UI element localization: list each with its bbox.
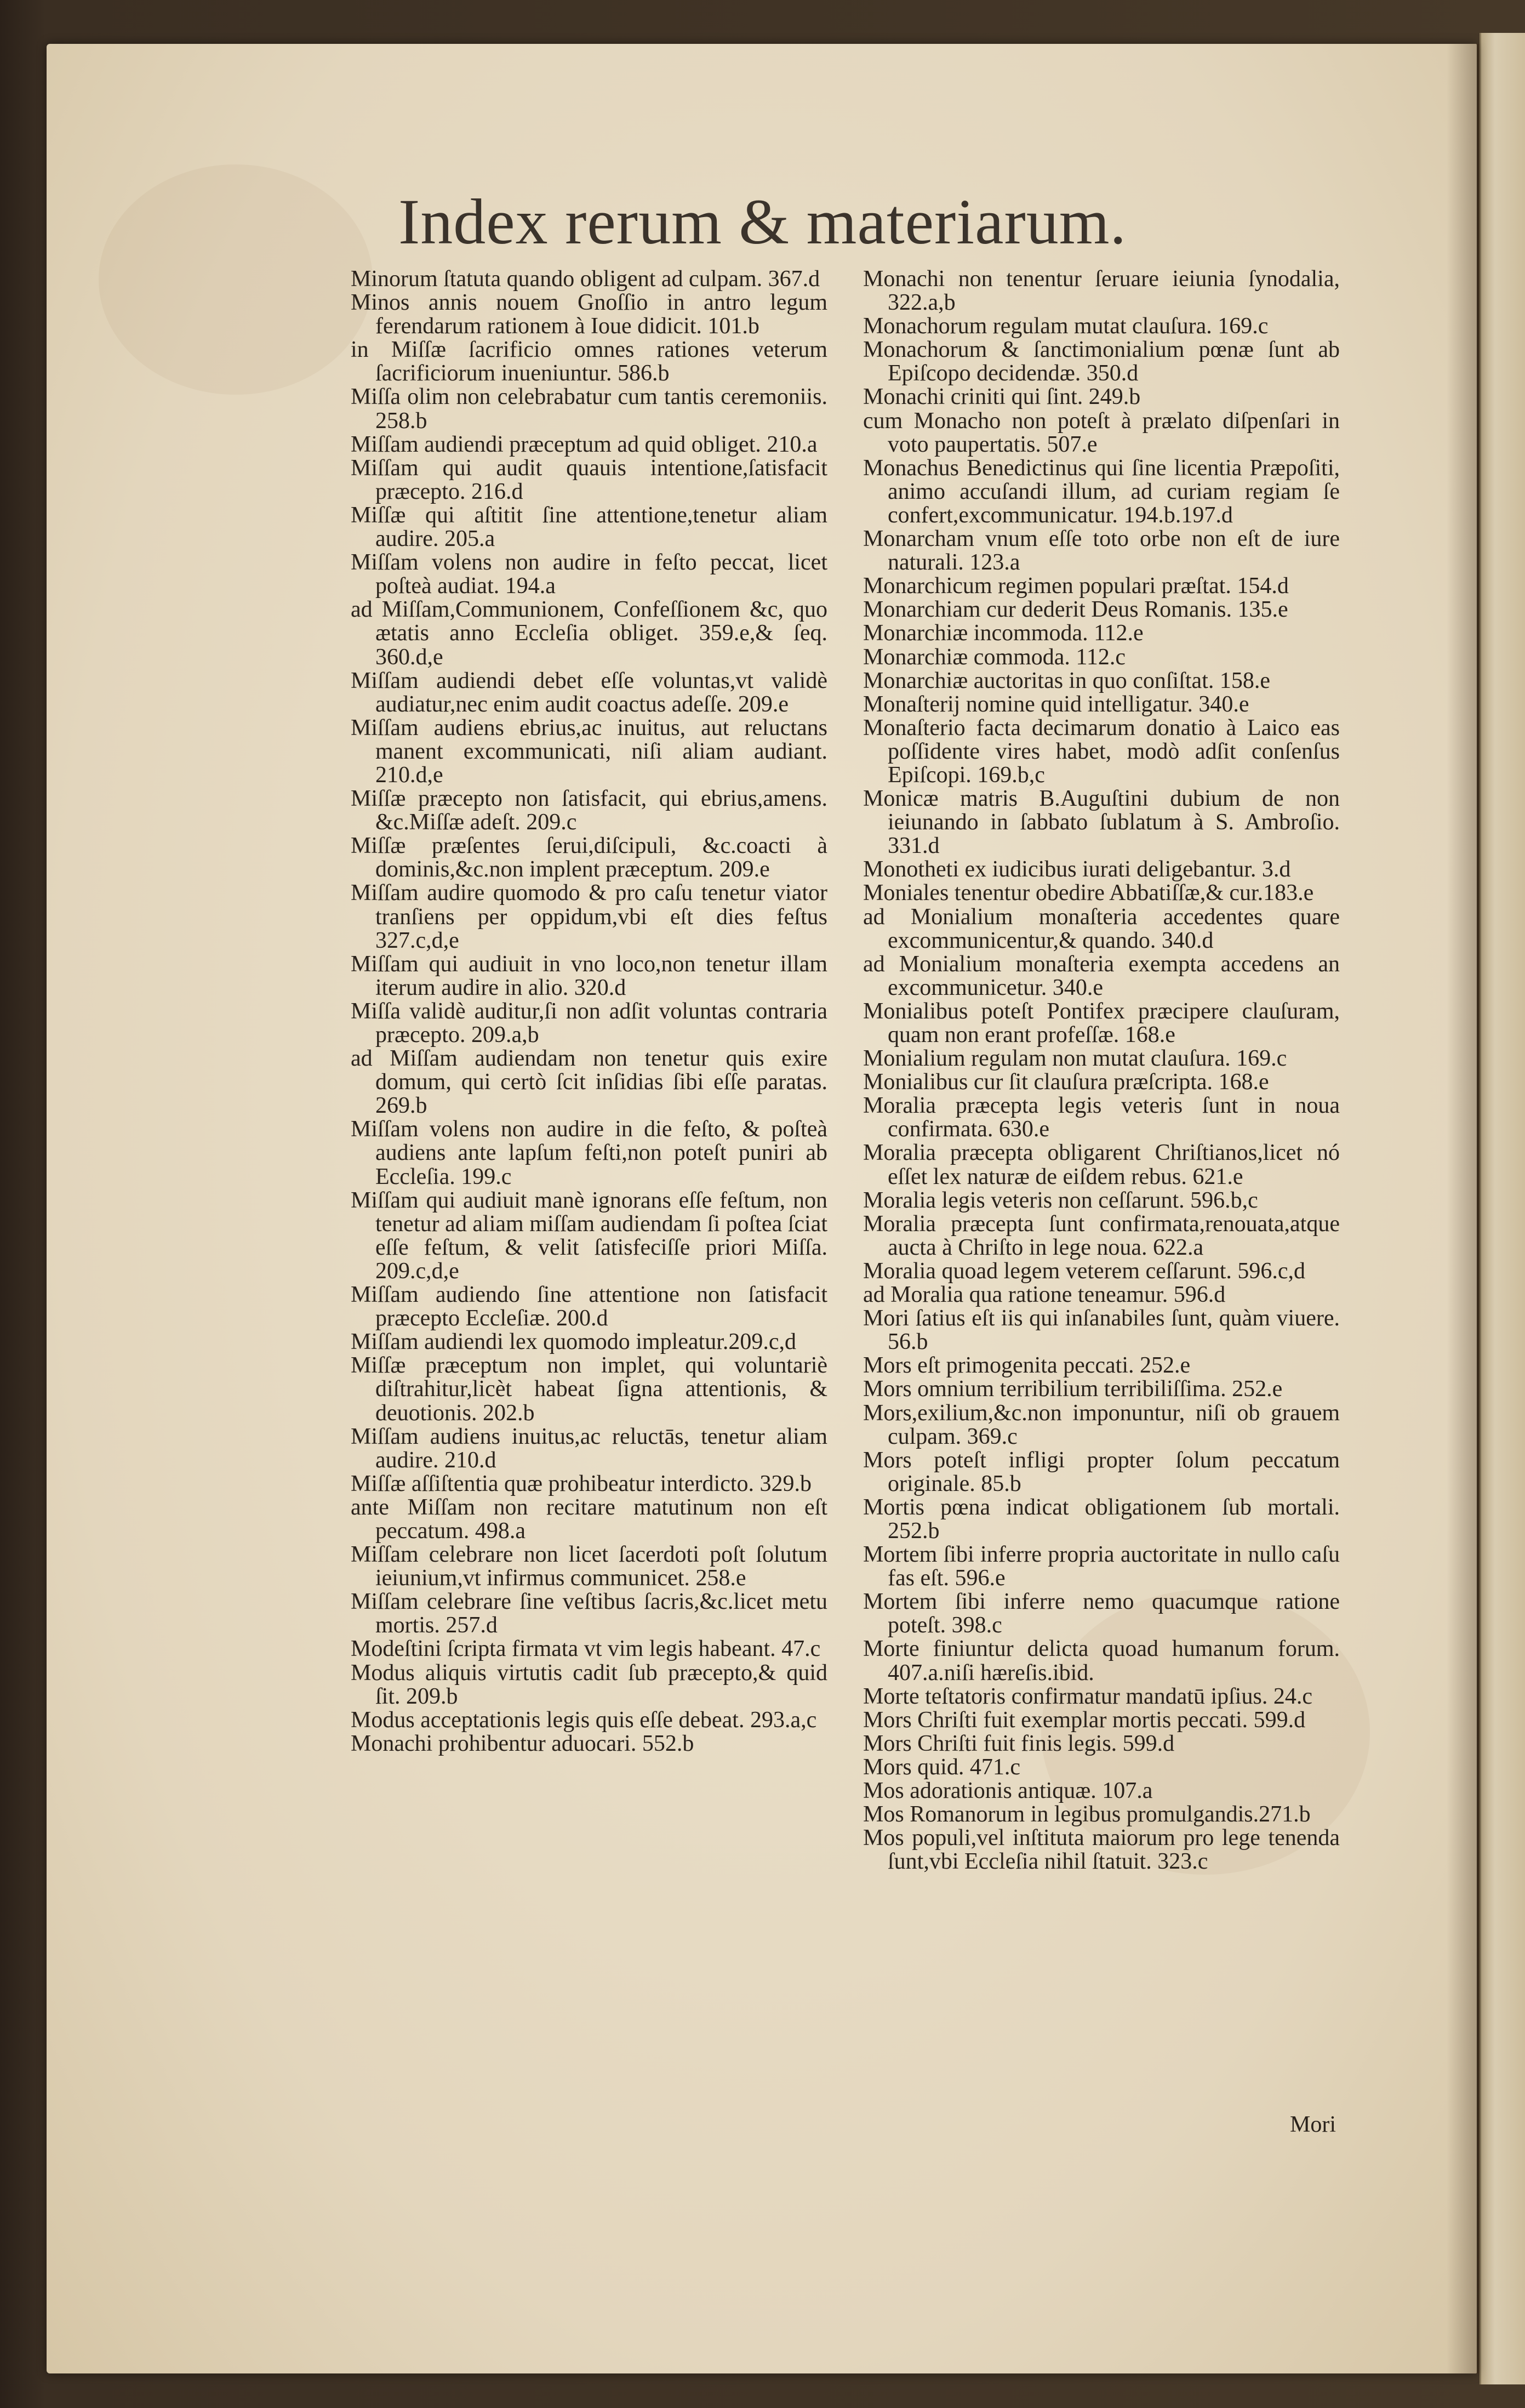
index-entry: Moniales tenentur obedire Abbatiſſæ,& cur.183.e — [863, 880, 1314, 906]
index-entry: Monicæ matris B.Auguſtini dubium de non ieiunando in ſabbato ſublatum à S. Ambroſio. 331.d — [863, 786, 1340, 859]
index-entry: Monarchiam cur dederit Deus Romanis. 135.e — [863, 597, 1288, 623]
index-entry: Moralia legis veteris non ceſſarunt. 596.b,c — [863, 1187, 1258, 1213]
index-entry: Miſſam celebrare ſine veſtibus ſacris,&c.licet metu mortis. 257.d — [351, 1589, 827, 1638]
index-entry: Monarchicum regimen populari præſtat. 154.d — [863, 573, 1289, 599]
index-entry: ante Miſſam non recitare matutinum non eſt peccatum. 498.a — [351, 1494, 827, 1544]
index-entry: Miſſam audiendi præceptum ad quid obliget. 210.a — [351, 431, 818, 457]
index-entry: Moralia præcepta legis veteris ſunt in noua confirmata. 630.e — [863, 1093, 1340, 1142]
index-entry: Miſſam volens non audire in feſto peccat, licet poſteà audiat. 194.a — [351, 550, 827, 599]
index-entry: Monachi prohibentur aduocari. 552.b — [351, 1730, 694, 1756]
index-entry: Mortem ſibi inferre propria auctoritate in nullo caſu fas eſt. 596.e — [863, 1542, 1340, 1591]
index-entry: Moralia præcepta obligarent Chriſtianos,licet nó eſſet lex naturæ de eiſdem rebus. 621.e — [863, 1140, 1340, 1189]
index-entry: Morte finiuntur delicta quoad humanum forum. 407.a.niſi hæreſis.ibid. — [863, 1636, 1340, 1686]
index-entry: Miſſam audire quomodo & pro caſu tenetur viator tranſiens per oppidum,vbi eſt dies feſtus 327.c,d,e — [351, 880, 827, 953]
index-entry: Mos populi,vel inſtituta maiorum pro lege tenenda ſunt,vbi Eccleſia nihil ſtatuit. 323.c — [863, 1825, 1340, 1875]
index-entry: Miſſam audiens inuitus,ac reluctās, tenetur aliam audire. 210.d — [351, 1424, 827, 1473]
index-entry: Mors eſt primogenita peccati. 252.e — [863, 1353, 1191, 1379]
index-entry: Morte teſtatoris confirmatur mandatū ipſius. 24.c — [863, 1683, 1312, 1709]
index-entry: Mos adorationis antiquæ. 107.a — [863, 1778, 1153, 1803]
index-entry: Monarcham vnum eſſe toto orbe non eſt de iure naturali. 123.a — [863, 526, 1340, 576]
index-entry: Monachus Benedictinus qui ſine licentia Præpoſiti, animo accuſandi illum, ad curiam regiam ſe confert,excommunicatur. 194.b.197.d — [863, 455, 1340, 528]
index-entry: Moralia præcepta ſunt confirmata,renouata,atque aucta à Chriſto in lege noua. 622.a — [863, 1211, 1340, 1260]
index-entry: ad Monialium monaſteria exempta accedens an excommunicetur. 340.e — [863, 951, 1340, 1000]
index-entry: Mos Romanorum in legibus promulgandis.271.b — [863, 1802, 1311, 1828]
index-entry: cum Monacho non poteſt à prælato diſpenſari in voto paupertatis. 507.e — [863, 408, 1340, 457]
index-entry: Miſſam audiendi debet eſſe voluntas,vt validè audiatur,nec enim audit coactus adeſſe. 209.e — [351, 668, 827, 717]
index-entry: Mortis pœna indicat obligationem ſub mortali. 252.b — [863, 1494, 1340, 1544]
index-entry: ad Moralia qua ratione teneamur. 596.d — [863, 1282, 1226, 1308]
index-entry: Monaſterio facta decimarum donatio à Laico eas poſſidente vires habet, modò adſit conſenſus Epiſcopi. 169.b,c — [863, 715, 1340, 788]
index-entry: Miſſa validè auditur,ſi non adſit voluntas contraria præcepto. 209.a,b — [351, 998, 827, 1048]
index-entry: Monialibus cur ſit clauſura præſcripta. 168.e — [863, 1069, 1269, 1095]
index-entry: Minos annis nouem Gnoſſio in antro legum ferendarum rationem à Ioue didicit. 101.b — [351, 290, 827, 339]
index-entry: Miſſæ aſſiſtentia quæ prohibeatur interdicto. 329.b — [351, 1471, 812, 1496]
gutter-shadow — [1447, 44, 1480, 2373]
index-entry: Miſſæ præceptum non implet, qui voluntariè diſtrahitur,licèt habeat ſigna attentionis, & deuotionis. 202.b — [351, 1353, 827, 1426]
index-entry: Mors Chriſti fuit finis legis. 599.d — [863, 1730, 1175, 1756]
index-entry: Miſſam celebrare non licet ſacerdoti poſt ſolutum ieiunium,vt infirmus communicet. 258.e — [351, 1542, 827, 1591]
index-entry: Mors poteſt infligi propter ſolum peccatum originale. 85.b — [863, 1447, 1340, 1496]
index-entry: Moralia quoad legem veterem ceſſarunt. 596.c,d — [863, 1258, 1306, 1284]
index-entry: Miſſæ qui aſtitit ſine attentione,tenetur aliam audire. 205.a — [351, 502, 827, 552]
index-entry: ad Monialium monaſteria accedentes quare excommunicentur,& quando. 340.d — [863, 904, 1340, 953]
index-column-right — [863, 267, 1340, 1874]
index-entry: Miſſam audiens ebrius,ac inuitus, aut reluctans manent excommunicati, niſi aliam audiant. 210.d,e — [351, 715, 827, 788]
index-entry: Modeſtini ſcripta firmata vt vim legis habeant. 47.c — [351, 1636, 821, 1662]
index-entry: Miſſa olim non celebrabatur cum tantis ceremoniis. 258.b — [351, 384, 827, 434]
index-entry: Monialium regulam non mutat clauſura. 169.c — [863, 1046, 1287, 1072]
index-entry: Monachorum & ſanctimonialium pœnæ ſunt ab Epiſcopo decidendæ. 350.d — [863, 337, 1340, 386]
index-entry: Mors omnium terribilium terribiliſſima. 252.e — [863, 1376, 1283, 1402]
index-entry: Mori ſatius eſt iis qui inſanabiles ſunt, quàm viuere. 56.b — [863, 1306, 1340, 1355]
index-entry: Monarchiæ incommoda. 112.e — [863, 620, 1144, 646]
index-entry: Monachi non tenentur ſeruare ieiunia ſynodalia, 322.a,b — [863, 266, 1340, 316]
index-entry: Monachorum regulam mutat clauſura. 169.c — [863, 314, 1269, 339]
index-entry: Mortem ſibi inferre nemo quacumque ratione poteſt. 398.c — [863, 1589, 1340, 1638]
page-title: Index rerum & materiarum. — [398, 186, 1127, 258]
index-entry: Miſſam qui audit quauis intentione,ſatisfacit præcepto. 216.d — [351, 455, 827, 504]
index-entry: Monarchiæ commoda. 112.c — [863, 644, 1126, 670]
index-entry: Monotheti ex iudicibus iurati deligebantur. 3.d — [863, 857, 1291, 883]
index-entry: ad Miſſam audiendam non tenetur quis exire domum, qui certò ſcit inſidias ſibi eſſe paratas. 269.b — [351, 1046, 827, 1119]
index-entry: ad Miſſam,Communionem, Confeſſionem &c, quo ætatis anno Eccleſia obliget. 359.e,& ſeq. 360.d,e — [351, 597, 827, 670]
index-entry: Monialibus poteſt Pontifex præcipere clauſuram, quam non erant profeſſæ. 168.e — [863, 998, 1340, 1048]
index-entry: Minorum ſtatuta quando obligent ad culpam. 367.d — [351, 266, 820, 292]
index-entry: Mors Chriſti fuit exemplar mortis peccati. 599.d — [863, 1707, 1306, 1733]
index-entry: in Miſſæ ſacrificio omnes rationes veterum ſacrificiorum inueniuntur. 586.b — [351, 337, 827, 386]
index-entry: Miſſam qui audiuit manè ignorans eſſe feſtum, non tenetur ad aliam miſſam audiendam ſi poſtea ſciat eſſe feſtum, & velit ſatisfeciſſe priori Miſſa. 209.c,d,e — [351, 1187, 827, 1284]
index-entry: Monachi criniti qui ſint. 249.b — [863, 384, 1141, 410]
index-entry: Miſſæ præcepto non ſatisfacit, qui ebrius,amens. &c.Miſſæ adeſt. 209.c — [351, 786, 827, 835]
index-entry: Mors quid. 471.c — [863, 1754, 1020, 1780]
index-entry: Miſſam audiendi lex quomodo impleatur.209.c,d — [351, 1329, 797, 1355]
index-entry: Monaſterij nomine quid intelligatur. 340.e — [863, 691, 1249, 717]
index-entry: Modus aliquis virtutis cadit ſub præcepto,& quid ſit. 209.b — [351, 1660, 827, 1709]
index-entry: Miſſam audiendo ſine attentione non ſatisfacit præcepto Eccleſiæ. 200.d — [351, 1282, 827, 1331]
index-column-left — [351, 267, 827, 1756]
next-page-edge — [1480, 33, 1525, 2384]
index-entry: Monarchiæ auctoritas in quo conſiſtat. 158.e — [863, 668, 1270, 693]
index-entry: Miſſæ præſentes ſerui,diſcipuli, &c.coacti à dominis,&c.non implent præceptum. 209.e — [351, 833, 827, 883]
index-entry: Modus acceptationis legis quis eſſe debeat. 293.a,c — [351, 1707, 817, 1733]
index-entry: Miſſam volens non audire in die feſto, & poſteà audiens ante lapſum feſti,non poteſt puniri ab Eccleſia. 199.c — [351, 1117, 827, 1189]
catchword: Mori — [1290, 2112, 1336, 2137]
index-entry: Miſſam qui audiuit in vno loco,non tenetur illam iterum audire in alio. 320.d — [351, 951, 827, 1000]
index-entry: Mors,exilium,&c.non imponuntur, niſi ob grauem culpam. 369.c — [863, 1400, 1340, 1449]
